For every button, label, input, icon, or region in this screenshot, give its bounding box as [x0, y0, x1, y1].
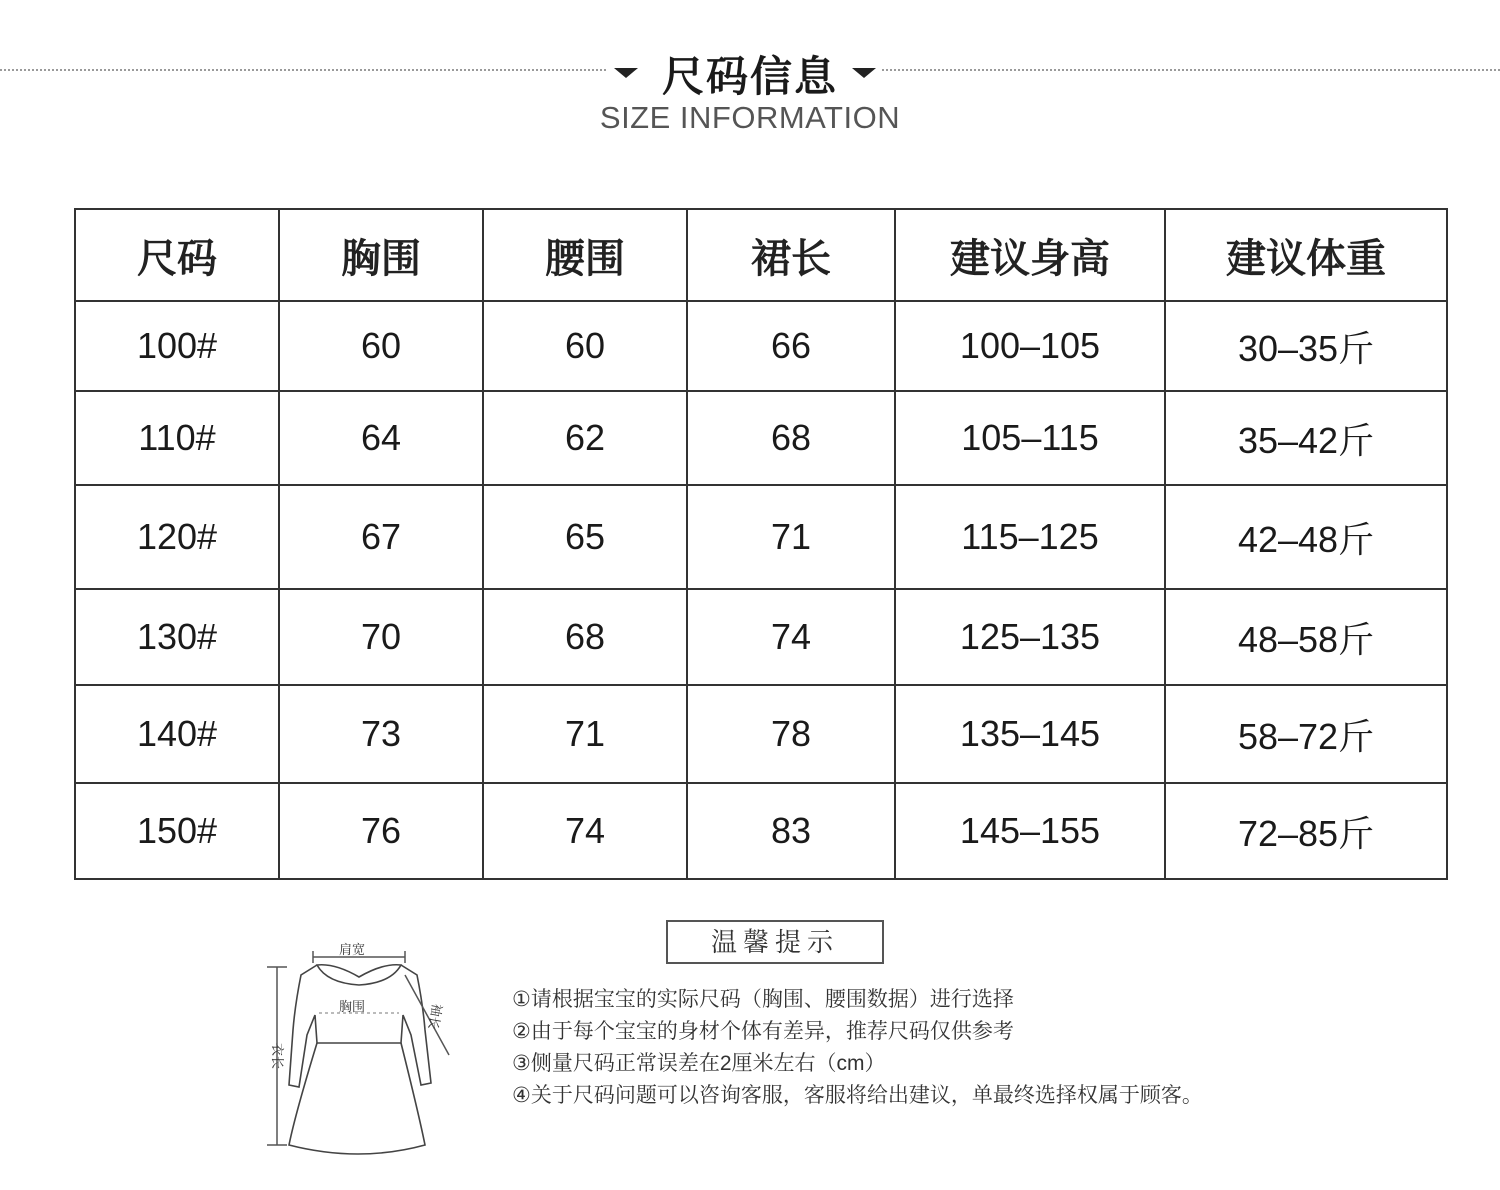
- shoulder-label: 肩宽: [339, 943, 366, 958]
- table-cell: 130#: [75, 589, 279, 685]
- tips-title: 温馨提示: [666, 920, 884, 964]
- table-cell: 64: [279, 391, 483, 485]
- table-cell: 74: [687, 589, 895, 685]
- table-row: [75, 685, 1447, 783]
- table-row: [75, 783, 1447, 879]
- table-cell: 70: [279, 589, 483, 685]
- page-title: 尺码信息: [661, 53, 838, 100]
- tip-note: ③侧量尺码正常误差在2厘米左右（cm）: [512, 1052, 886, 1075]
- table-cell: 120#: [75, 485, 279, 589]
- tips-notes: [512, 984, 1272, 1112]
- table-cell: 73: [279, 685, 483, 783]
- header-dotted-line-left: [0, 69, 606, 71]
- table-cell: 68: [483, 589, 687, 685]
- column-header: 建议身高: [895, 209, 1165, 301]
- dress-collar: [317, 965, 401, 985]
- table-cell: 100#: [75, 301, 279, 391]
- table-cell: 100–105: [895, 301, 1165, 391]
- table-cell: 65: [483, 485, 687, 589]
- table-cell: 71: [687, 485, 895, 589]
- column-header: 胸围: [279, 209, 483, 301]
- table-cell: 35–42斤: [1165, 391, 1447, 485]
- page-subtitle: SIZE INFORMATION: [599, 100, 901, 135]
- table-row: [75, 301, 1447, 391]
- column-header: 裙长: [687, 209, 895, 301]
- table-row: [75, 391, 1447, 485]
- table-cell: 60: [279, 301, 483, 391]
- table-cell: 74: [483, 783, 687, 879]
- triangle-down-icon: [614, 68, 638, 78]
- column-header: 尺码: [75, 209, 279, 301]
- table-cell: 71: [483, 685, 687, 783]
- table-header-row: [75, 209, 1447, 301]
- chest-label: 胸围: [339, 1000, 366, 1015]
- length-label: 衣长: [269, 1043, 284, 1070]
- tip-note: ④关于尺码问题可以咨询客服，客服将给出建议，单最终选择权属于顾客。: [512, 1084, 1203, 1107]
- table-cell: 135–145: [895, 685, 1165, 783]
- column-header: 腰围: [483, 209, 687, 301]
- table-row: [75, 485, 1447, 589]
- table-cell: 83: [687, 783, 895, 879]
- table-cell: 72–85斤: [1165, 783, 1447, 879]
- sleeve-label: 袖长: [424, 1002, 444, 1031]
- size-table: [74, 208, 1448, 880]
- table-cell: 42–48斤: [1165, 485, 1447, 589]
- table-cell: 67: [279, 485, 483, 589]
- table-cell: 66: [687, 301, 895, 391]
- table-cell: 68: [687, 391, 895, 485]
- table-cell: 78: [687, 685, 895, 783]
- tip-note: ②由于每个宝宝的身材个体有差异，推荐尺码仅供参考: [512, 1020, 1014, 1043]
- table-cell: 48–58斤: [1165, 589, 1447, 685]
- table-cell: 76: [279, 783, 483, 879]
- table-cell: 140#: [75, 685, 279, 783]
- table-cell: 30–35斤: [1165, 301, 1447, 391]
- table-cell: 58–72斤: [1165, 685, 1447, 783]
- tip-note: ①请根据宝宝的实际尺码（胸围、腰围数据）进行选择: [512, 988, 1014, 1011]
- dress-measurement-diagram: [255, 935, 465, 1165]
- triangle-down-icon: [852, 68, 876, 78]
- table-cell: 110#: [75, 391, 279, 485]
- table-cell: 60: [483, 301, 687, 391]
- table-cell: 115–125: [895, 485, 1165, 589]
- table-cell: 125–135: [895, 589, 1165, 685]
- table-cell: 62: [483, 391, 687, 485]
- table-row: [75, 589, 1447, 685]
- header-dotted-line-right: [882, 69, 1500, 71]
- table-cell: 145–155: [895, 783, 1165, 879]
- table-cell: 150#: [75, 783, 279, 879]
- dress-skirt: [289, 1043, 425, 1154]
- column-header: 建议体重: [1165, 209, 1447, 301]
- table-cell: 105–115: [895, 391, 1165, 485]
